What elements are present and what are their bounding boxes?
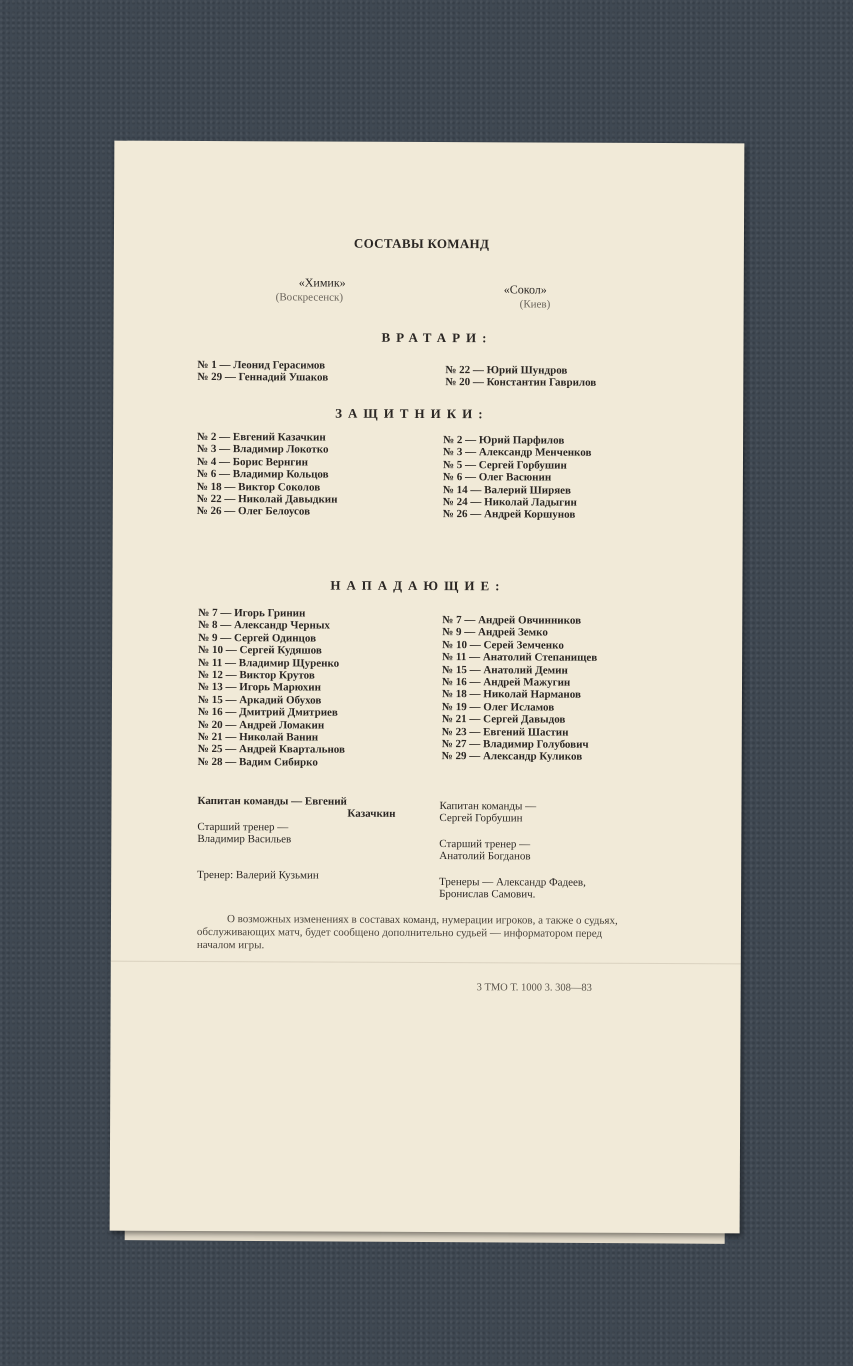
list-item: № 13 — Игорь Марюхин — [197, 681, 321, 694]
list-item: № 29 — Геннадий Ушаков — [197, 371, 329, 384]
list-item: № 2 — Юрий Парфилов — [443, 434, 565, 447]
list-item: № 15 — Анатолий Демин — [442, 663, 568, 677]
list-item: № 16 — Андрей Мажугин — [441, 676, 571, 689]
list-item: № 3 — Владимир Локотко — [197, 443, 329, 456]
print-code: 3 ТМО Т. 1000 3. 308—83 — [476, 982, 592, 994]
team-left-name: «Химик» — [298, 275, 346, 290]
list-item: № 20 — Константин Гаврилов — [445, 376, 597, 390]
list-item: № 29 — Александр Куликов — [441, 750, 583, 764]
right-head-coach-name: Анатолий Богданов — [439, 850, 531, 863]
list-item: № 9 — Андрей Земко — [442, 626, 548, 639]
list-item: № 2 — Евгений Казачкин — [197, 430, 326, 444]
section-forwards: НАПАДАЮЩИЕ: — [330, 577, 506, 594]
list-item: № 28 — Вадим Сибирко — [197, 755, 318, 769]
goalkeepers-left — [197, 359, 328, 384]
list-item: № 22 — Николай Давыдкин — [196, 493, 338, 506]
right-captain-label: Капитан команды — — [439, 800, 537, 813]
left-head-coach-label: Старший тренер — — [197, 820, 289, 834]
forwards-right — [442, 614, 598, 764]
list-item: № 10 — Сергей Кудяшов — [198, 644, 322, 657]
list-item: № 8 — Александр Черных — [198, 619, 330, 632]
list-item: № 26 — Андрей Коршунов — [442, 508, 576, 522]
list-item: № 18 — Николай Нарманов — [441, 688, 581, 702]
list-item: № 22 — Юрий Шундров — [445, 364, 568, 377]
list-item: № 21 — Сергей Давыдов — [441, 713, 566, 726]
list-item: № 23 — Евгений Шастин — [441, 725, 569, 739]
list-item: № 12 — Виктор Крутов — [198, 669, 315, 682]
team-left-city: (Воскресенск) — [275, 291, 344, 304]
list-item: № 11 — Владимир Щуренко — [198, 656, 340, 670]
forwards-left — [198, 607, 346, 769]
fold-line — [111, 961, 741, 965]
page-title: СОСТАВЫ КОМАНД — [353, 235, 490, 252]
list-item: № 18 — Виктор Соколов — [196, 480, 321, 494]
defenders-right — [443, 434, 592, 521]
list-item: № 6 — Владимир Кольцов — [196, 468, 329, 481]
section-defenders: ЗАЩИТНИКИ: — [335, 405, 489, 422]
defenders-left — [197, 431, 338, 518]
list-item: № 20 — Андрей Ломакин — [197, 718, 325, 732]
team-right-city: (Киев) — [519, 298, 551, 311]
list-item: № 7 — Игорь Гринин — [198, 607, 306, 620]
list-item: № 7 — Андрей Овчинников — [442, 614, 582, 627]
right-captain-name: Сергей Горбушин — [439, 812, 523, 825]
list-item: № 25 — Андрей Квартальнов — [197, 743, 346, 757]
left-trainer: Тренер: Валерий Кузьмин — [197, 868, 319, 882]
list-item: № 9 — Сергей Одинцов — [198, 631, 317, 645]
right-trainers-line2: Бронислав Самович. — [439, 888, 536, 901]
left-captain: Капитан команды — Евгений — [197, 794, 347, 808]
list-item: № 10 — Серей Земченко — [442, 638, 564, 652]
list-item: № 21 — Николай Ванин — [197, 731, 319, 744]
list-item: № 14 — Валерий Ширяев — [442, 483, 572, 497]
list-item: № 6 — Олег Васюнин — [442, 471, 552, 484]
section-goalkeepers: ВРАТАРИ: — [381, 329, 493, 346]
list-item: № 27 — Владимир Голубович — [441, 738, 589, 751]
program-sheet — [110, 141, 745, 1234]
right-head-coach-label: Старший тренер — — [439, 838, 531, 851]
list-item: № 4 — Борис Вернгин — [196, 455, 309, 469]
list-item: № 16 — Дмитрий Дмитриев — [197, 706, 338, 719]
list-item: № 19 — Олег Исламов — [441, 700, 555, 714]
list-item: № 5 — Сергей Горбушин — [442, 458, 567, 472]
changes-note: О возможных изменениях в составах команд, нумерации игроков, а также о судьях, обслуживающих матч, будет сообщено дополнительно судьей — информатором перед началом игры. — [196, 913, 618, 952]
list-item: № 26 — Олег Белоусов — [196, 505, 311, 518]
right-trainers-line1: Тренеры — Александр Фадеев, — [439, 876, 586, 889]
list-item: № 15 — Аркадий Обухов — [197, 693, 322, 707]
list-item: № 3 — Александр Менченков — [442, 446, 592, 460]
list-item: № 11 — Анатолий Степанищев — [442, 651, 598, 664]
team-right-name: «Сокол» — [503, 282, 547, 297]
goalkeepers-right — [445, 364, 596, 389]
list-item: № 1 — Леонид Герасимов — [197, 358, 326, 372]
list-item: № 24 — Николай Ладыгин — [442, 496, 577, 509]
left-head-coach-name: Владимир Васильев — [197, 832, 292, 846]
left-captain-surname: Казачкин — [347, 807, 396, 820]
